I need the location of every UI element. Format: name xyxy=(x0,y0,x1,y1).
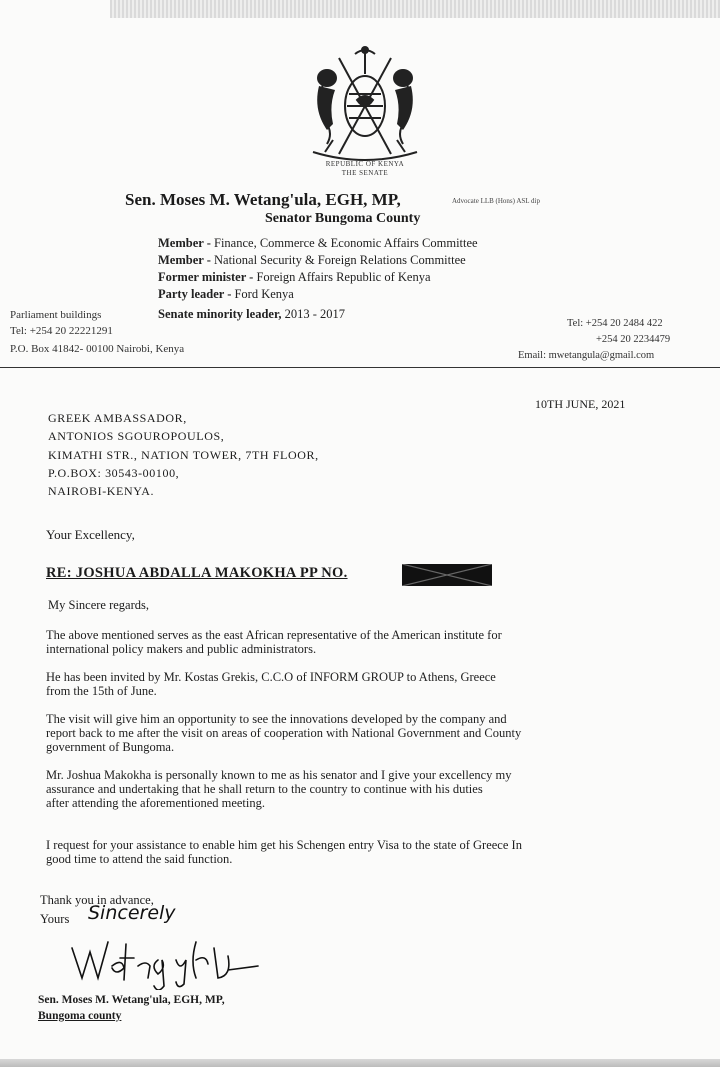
closing-yours: Yours xyxy=(40,912,70,926)
sender-title: Senator Bungoma County xyxy=(265,211,421,226)
contact-pobox-line: P.O. Box 41842- 00100 Nairobi, Kenya xyxy=(10,343,185,355)
closing-thanks: Thank you in advance, xyxy=(40,893,154,907)
body-paragraph: The visit will give him an opportunity to see the innovations developed by the company and report back to me after the visit on areas of cooperation with National Government and County government of Bungoma. xyxy=(46,712,522,754)
handwritten-sincerely: Sincerely xyxy=(88,902,176,924)
redaction-box xyxy=(402,564,492,586)
signatory-name: Sen. Moses M. Wetang'ula, EGH, MP, xyxy=(38,994,225,1006)
role-line: Member - Finance, Commerce & Economic Affairs Committee xyxy=(158,236,478,250)
signatory-county: Bungoma county xyxy=(38,1010,122,1022)
subject-line: RE: JOSHUA ABDALLA MAKOKHA PP NO. xyxy=(46,565,348,581)
sender-qualifications: Advocate LLB (Hons) ASL dip xyxy=(452,197,541,205)
body-paragraph: I request for your assistance to enable him get his Schengen entry Visa to the state of Greece In good time to attend the said function. xyxy=(46,838,522,866)
handwritten-signature xyxy=(68,930,278,990)
contact-address-line: Parliament buildings xyxy=(10,309,102,321)
contact-right-phone: Tel: +254 20 2484 422 xyxy=(567,318,663,329)
recipient-line: KIMATHI STR., NATION TOWER, 7TH FLOOR, xyxy=(48,448,319,462)
recipient-line: ANTONIOS SGOUROPOULOS, xyxy=(48,429,225,443)
role-line: Senate minority leader, 2013 - 2017 xyxy=(158,307,346,321)
scan-edge xyxy=(110,0,720,18)
contact-right-phone2: +254 20 2234479 xyxy=(596,334,671,345)
recipient-line: NAIROBI-KENYA. xyxy=(48,484,155,498)
recipient-line: GREEK AMBASSADOR, xyxy=(48,411,187,425)
role-line: Party leader - Ford Kenya xyxy=(158,287,294,301)
role-line: Former minister - Foreign Affairs Republic of Kenya xyxy=(158,270,431,284)
crest-caption-senate: THE SENATE xyxy=(341,169,389,177)
crest-caption-republic: REPUBLIC OF KENYA xyxy=(325,160,405,168)
contact-email: Email: mwetangula@gmail.com xyxy=(518,350,655,361)
body-paragraph: The above mentioned serves as the east African representative of the American institute for international policy makers and public administrators. xyxy=(46,628,502,656)
role-line: Member - National Security & Foreign Relations Committee xyxy=(158,253,466,267)
header-divider xyxy=(0,367,720,368)
kenya-coat-of-arms-icon xyxy=(303,44,427,168)
letter-date: 10TH JUNE, 2021 xyxy=(535,397,626,411)
sender-name: Sen. Moses M. Wetang'ula, EGH, MP, xyxy=(125,190,401,209)
scan-edge-bottom xyxy=(0,1059,720,1067)
contact-phone-line: Tel: +254 20 22221291 xyxy=(10,325,113,337)
greeting: My Sincere regards, xyxy=(48,598,150,612)
body-paragraph: Mr. Joshua Makokha is personally known to me as his senator and I give your excellency my assurance and undertaking that he shall return to the country to continue with his duties after attending the aforementioned meeting. xyxy=(46,768,512,810)
recipient-line: P.O.BOX: 30543-00100, xyxy=(48,466,180,480)
salutation: Your Excellency, xyxy=(46,527,135,542)
body-paragraph: He has been invited by Mr. Kostas Grekis, C.C.O of INFORM GROUP to Athens, Greece from the 15th of June. xyxy=(46,670,496,698)
